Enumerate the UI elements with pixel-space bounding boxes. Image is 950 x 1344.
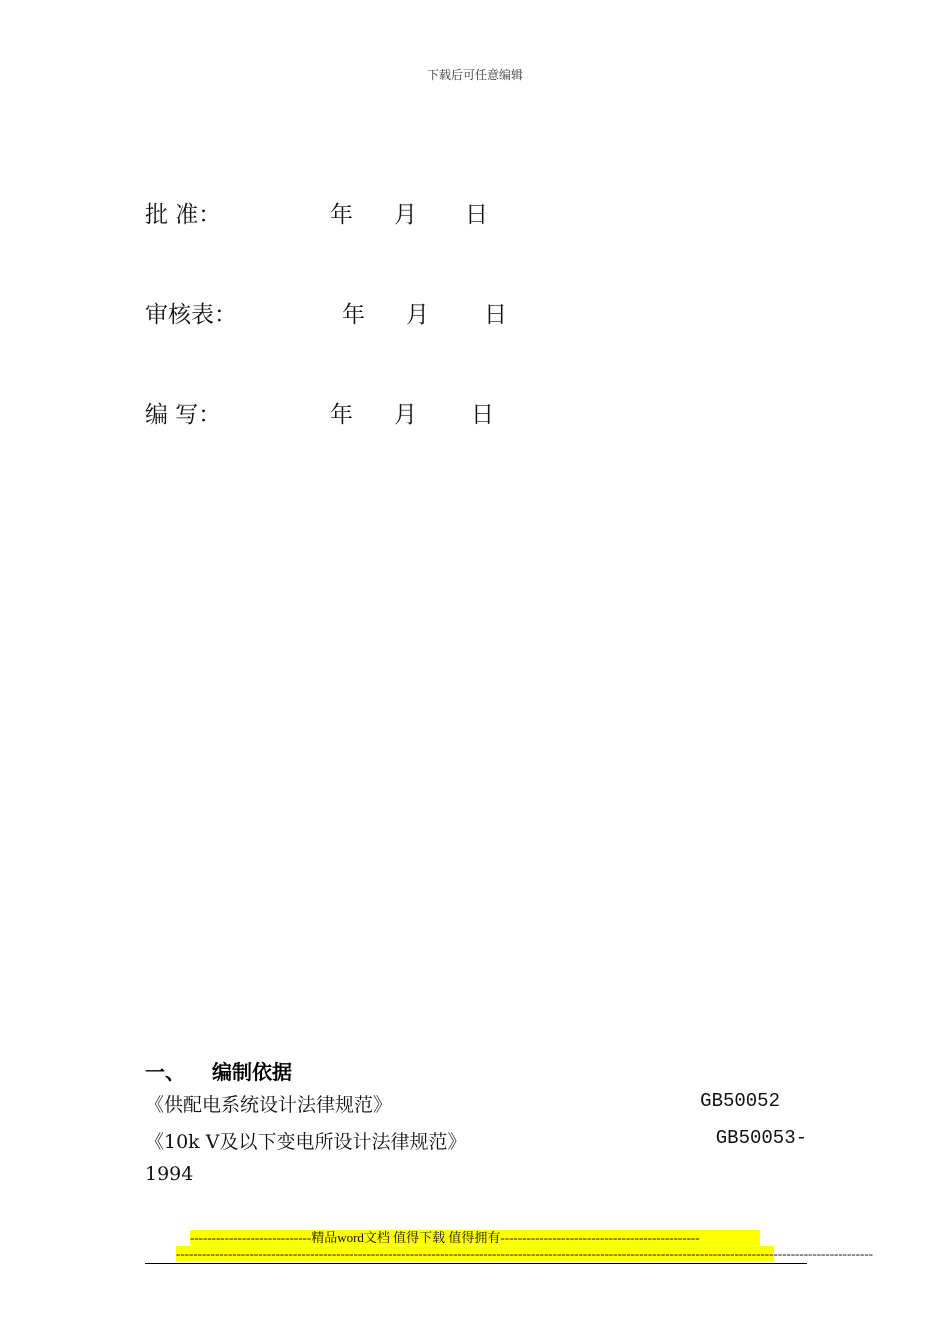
signature-month: 月 xyxy=(406,302,429,328)
footer-divider xyxy=(145,1263,807,1264)
section-title: 编制依据 xyxy=(212,1060,292,1084)
signature-month: 月 xyxy=(394,402,417,428)
reference-title: 《供配电系统设计法律规范》 xyxy=(145,1094,393,1116)
header-note: 下载后可任意编辑 xyxy=(426,68,523,82)
signature-day: 日 xyxy=(465,202,488,228)
signature-month: 月 xyxy=(394,202,417,228)
reference-continuation xyxy=(145,1163,807,1185)
footer-banner-line2: ----------------------------------------------------------------------------------------------------------------------------------------------------------------- xyxy=(176,1246,873,1261)
reference-code: GB50052 xyxy=(700,1090,780,1112)
reference-item xyxy=(145,1090,807,1117)
signature-day: 日 xyxy=(471,402,494,428)
signature-label: 审核表： xyxy=(145,302,237,328)
reference-code-continuation: 1994 xyxy=(145,1163,194,1185)
signature-year: 年 xyxy=(330,202,353,228)
reference-item xyxy=(145,1127,807,1154)
signature-year: 年 xyxy=(342,302,365,328)
reference-title: 《10k V及以下变电所设计法律规范》 xyxy=(145,1131,467,1153)
signature-label: 批 准： xyxy=(145,202,222,228)
section-number: 一、 xyxy=(145,1060,185,1084)
signature-day: 日 xyxy=(484,302,507,328)
signature-year: 年 xyxy=(330,402,353,428)
signature-label: 编 写： xyxy=(145,402,222,428)
reference-code: GB50053- xyxy=(715,1127,807,1149)
footer-banner-line1: ----------------------------精品word文档 值得下载 值得拥有---------------------------------------------- xyxy=(190,1230,760,1245)
